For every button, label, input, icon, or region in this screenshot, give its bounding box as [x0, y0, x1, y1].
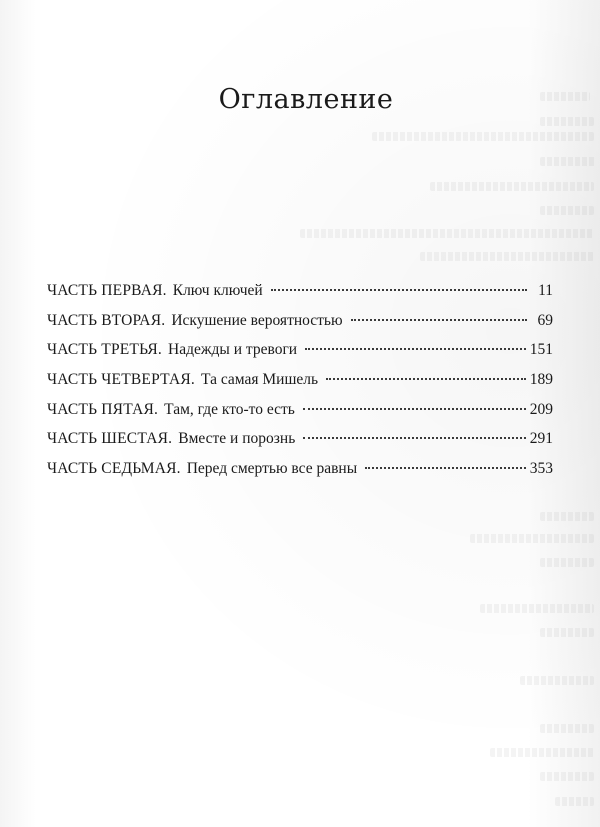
toc-entry-page-number: 291 — [529, 430, 553, 448]
toc-entry-part-5[interactable] — [47, 395, 553, 425]
toc-entry-page-number: 151 — [529, 341, 553, 359]
toc-entry-page-number: 189 — [529, 371, 553, 389]
toc-entry-part-label: ЧАСТЬ СЕДЬМАЯ. — [47, 460, 181, 478]
toc-entry-page-number: 353 — [529, 460, 553, 478]
toc-entry-part-label: ЧАСТЬ ВТОРАЯ. — [47, 311, 166, 329]
toc-heading: Оглавление — [218, 84, 394, 116]
toc-entry-title: Вместе и порознь — [178, 430, 296, 448]
table-of-contents — [47, 276, 553, 484]
toc-entry-title: Искушение вероятностью — [171, 311, 343, 329]
toc-entry-part-4[interactable] — [47, 365, 553, 395]
toc-entry-title: Та самая Мишель — [201, 371, 319, 389]
toc-entry-part-7[interactable] — [47, 454, 553, 484]
toc-entry-part-1[interactable] — [47, 276, 553, 306]
toc-entry-part-label: ЧАСТЬ ЧЕТВЕРТАЯ. — [47, 371, 196, 389]
dot-leader — [326, 378, 526, 380]
toc-entry-title: Там, где кто-то есть — [164, 400, 295, 418]
dot-leader — [305, 348, 526, 350]
toc-entry-title: Перед смертью все равны — [186, 460, 358, 478]
toc-entry-page-number: 11 — [538, 282, 553, 299]
toc-entry-part-label: ЧАСТЬ ПЕРВАЯ. — [47, 282, 167, 299]
toc-entry-page-number: 69 — [537, 311, 553, 329]
toc-entry-page-number: 209 — [529, 400, 553, 418]
dot-leader — [365, 467, 526, 469]
toc-entry-title: Надежды и тревоги — [168, 341, 298, 359]
toc-entry-part-6[interactable] — [47, 424, 553, 454]
dot-leader — [303, 408, 526, 410]
toc-entry-part-3[interactable] — [47, 335, 553, 365]
dot-leader — [303, 437, 525, 439]
dot-leader — [351, 319, 527, 321]
toc-entry-part-label: ЧАСТЬ ШЕСТАЯ. — [47, 430, 173, 448]
toc-entry-part-label: ЧАСТЬ ПЯТАЯ. — [47, 400, 159, 418]
toc-entry-part-label: ЧАСТЬ ТРЕТЬЯ. — [47, 341, 162, 359]
toc-entry-title: Ключ ключей — [172, 282, 263, 299]
dot-leader — [271, 289, 527, 291]
toc-entry-part-2[interactable] — [47, 306, 553, 336]
